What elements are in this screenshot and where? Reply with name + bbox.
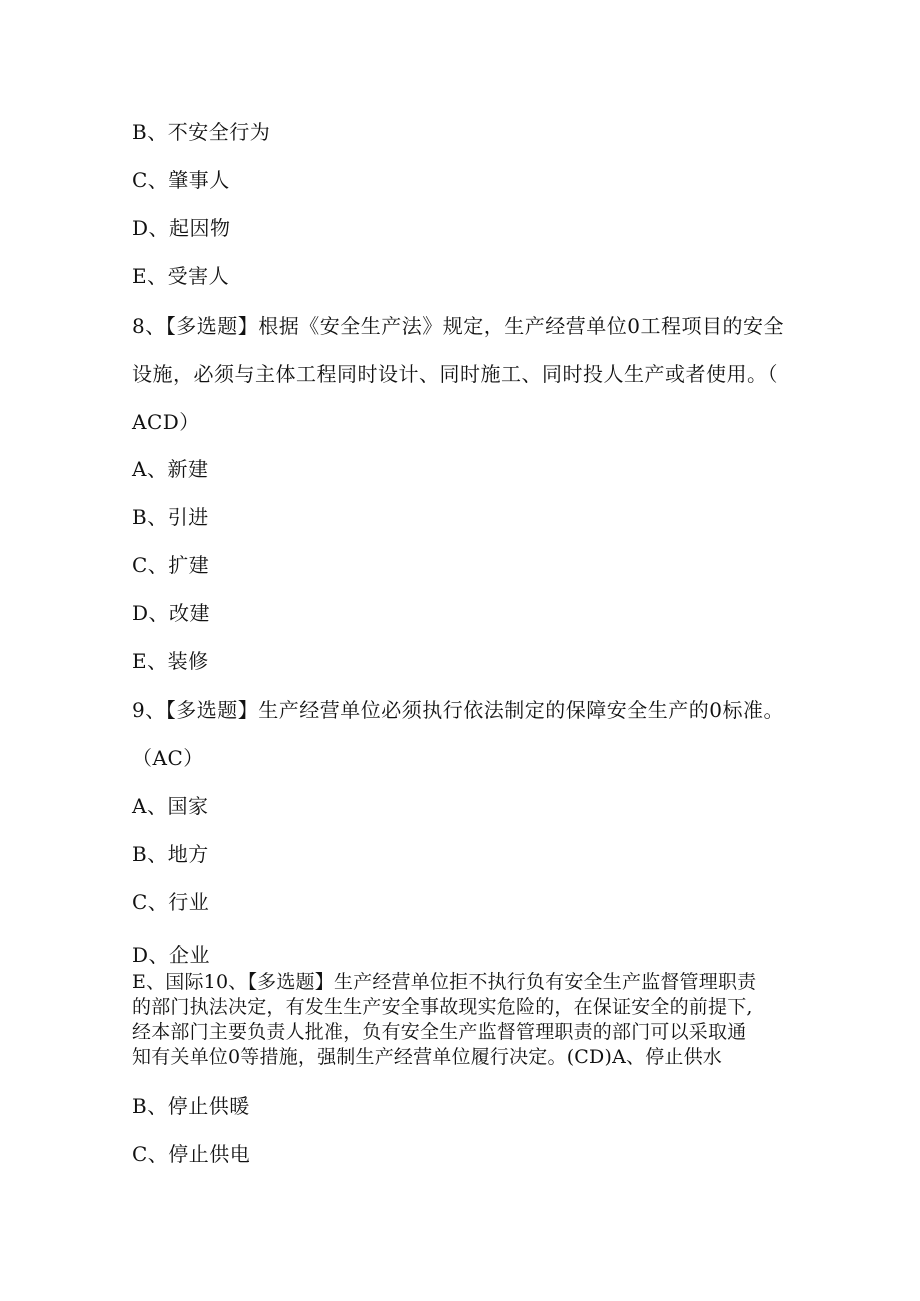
- q8-text-line2: 设施，必须与主体工程同时设计、同时施工、同时投人生产或者使用。（: [132, 362, 778, 386]
- q9-option-c: C、行业: [132, 890, 210, 914]
- q10-option-c: C、停止供电: [132, 1142, 251, 1166]
- q8-option-c: C、扩建: [132, 553, 210, 577]
- q10-text-line2: 的部门执法决定，有发生生产安全事故现实危险的，在保证安全的前提下,: [132, 996, 753, 1018]
- q8-answer: ACD）: [132, 410, 200, 434]
- q7-option-c: C、肇事人: [132, 168, 230, 192]
- q7-option-d: D、起因物: [132, 216, 231, 240]
- q8-option-a: A、新建: [132, 457, 209, 481]
- q9-answer: （AC）: [132, 746, 204, 770]
- q9-text-line1: 9、【多选题】生产经营单位必须执行依法制定的保障安全生产的0标准。: [132, 698, 784, 722]
- q7-option-b: B、不安全行为: [132, 120, 271, 144]
- q9-option-a: A、国家: [132, 794, 209, 818]
- q10-block: [132, 970, 792, 1070]
- q8-option-d: D、改建: [132, 601, 211, 625]
- q10-text-line3: 经本部门主要负责人批准，负有安全生产监督管理职责的部门可以采取通: [132, 1021, 747, 1043]
- q8-option-e: E、装修: [132, 649, 209, 673]
- q7-option-e: E、受害人: [132, 264, 230, 288]
- q9-option-d: D、企业: [132, 943, 211, 967]
- q9-option-b: B、地方: [132, 842, 209, 866]
- q10-option-b: B、停止供暖: [132, 1094, 250, 1118]
- q10-text-line1: E、国际10、【多选题】生产经营单位拒不执行负有安全生产监督管理职责: [132, 971, 757, 993]
- q8-option-b: B、引进: [132, 505, 209, 529]
- q8-text-line1: 8、【多选题】根据《安全生产法》规定，生产经营单位0工程项目的安全: [132, 314, 784, 338]
- q10-text-line4: 知有关单位0等措施，强制生产经营单位履行决定。(CD)A、停止供水: [132, 1046, 723, 1068]
